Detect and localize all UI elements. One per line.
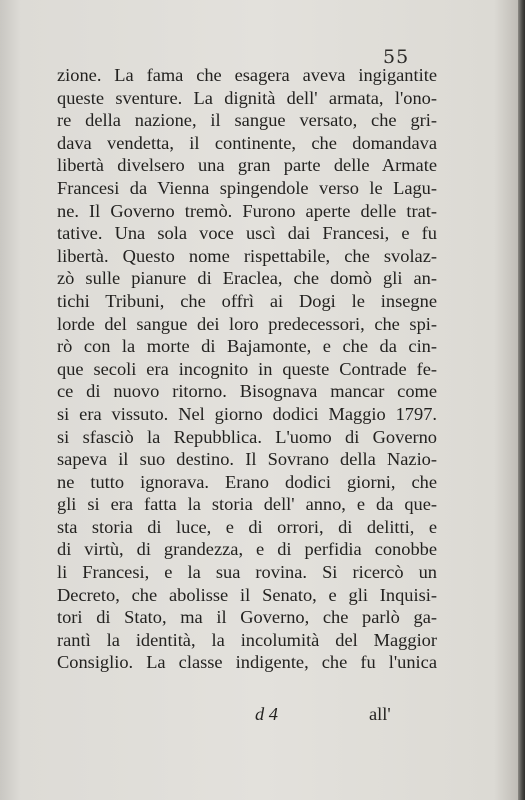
text-line: libertà divelsero una gran parte delle Armate [57,155,437,176]
text-line: Consiglio. La classe indigente, che fu l'unica [57,652,437,673]
text-line: tichi Tribuni, che offrì ai Dogi le insegne [57,290,437,311]
text-line: sta storia di luce, e di orrori, di delitti, e [57,516,437,537]
text-line: que secoli era incognito in queste Contrade fe- [57,358,437,379]
book-edge [518,0,525,800]
text-line: tative. Una sola voce uscì dai Francesi, e fu [57,223,437,244]
text-line: rantì la identità, la incolumità del Maggior [57,629,437,650]
text-line: ne. Il Governo tremò. Furono aperte delle trat- [57,200,437,221]
text-line: ce di nuovo ritorno. Bisognava mancar come [57,381,437,402]
text-line: si sfasciò la Repubblica. L'uomo di Governo [57,426,437,447]
text-line: zione. La fama che esagera aveva ingigantite [57,65,437,85]
text-line: sapeva il suo destino. Il Sovrano della Nazio- [57,449,437,470]
text-line: Francesi da Vienna spingendole verso le Lagu- [57,177,437,198]
page-footer [57,704,437,730]
text-line: re della nazione, il sangue versato, che gri- [57,110,437,131]
text-line: tori di Stato, ma il Governo, che parlò ga- [57,607,437,628]
text-line: lorde del sangue dei loro predecessori, che spi- [57,313,437,334]
text-line: di virtù, di grandezza, e di perfidia conobbe [57,539,437,560]
text-line: Decreto, che abolisse il Senato, e gli Inquisi- [57,584,437,605]
text-line: si era vissuto. Nel giorno dodici Maggio 1797. [57,403,437,424]
body-text [57,64,437,674]
text-line: zò sulle pianure di Eraclea, che domò gli an- [57,268,437,289]
signature-mark: d 4 [255,704,278,724]
text-line: ne tutto ignorava. Erano dodici giorni, che [57,471,437,492]
text-line: queste sventure. La dignità dell' armata, l'ono- [57,87,437,108]
page-number: 55 [383,46,410,68]
text-line: li Francesi, e la sua rovina. Si ricercò un [57,562,437,583]
text-line: dava vendetta, il continente, che domandava [57,132,437,153]
text-line: libertà. Questo nome rispettabile, che svolaz- [57,245,437,266]
catchword: all' [369,704,391,724]
text-line: rò con la morte di Bajamonte, e che da cin- [57,336,437,357]
text-line: gli si era fatta la storia dell' anno, e da que- [57,494,437,515]
